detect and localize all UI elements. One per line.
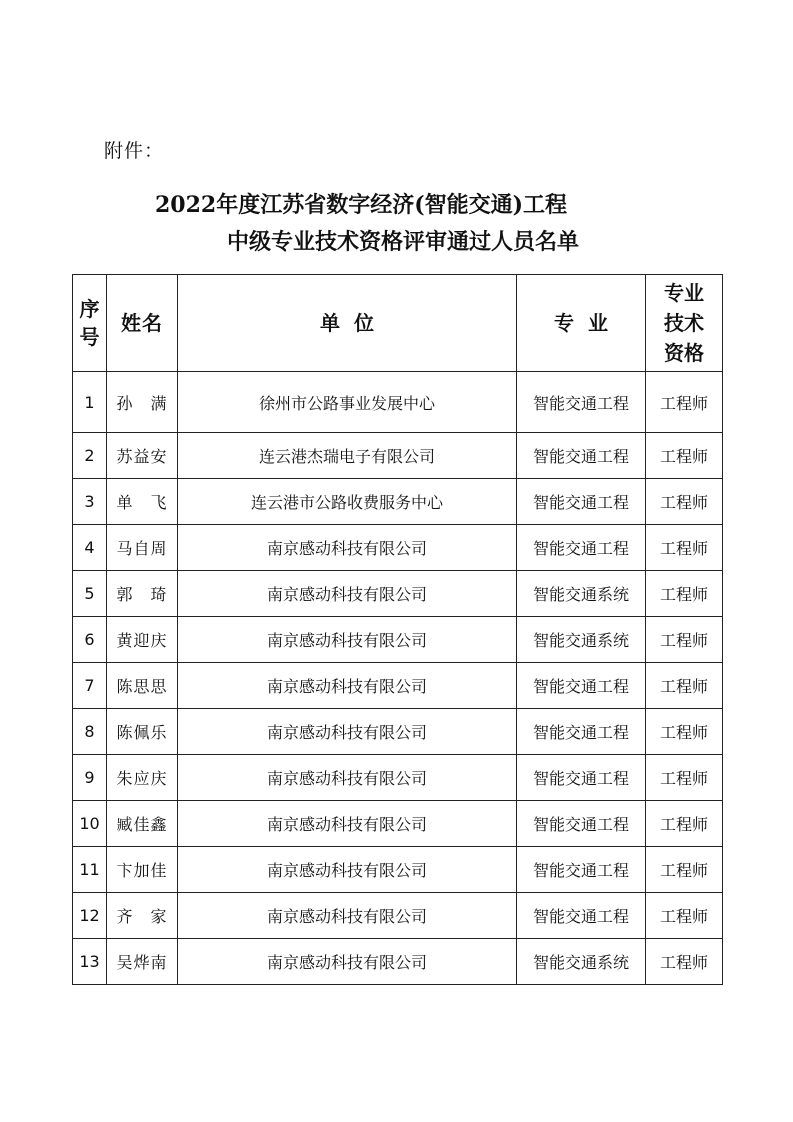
table-row: [73, 663, 723, 709]
personnel-table: [72, 274, 723, 985]
cell-seq: 5: [73, 571, 107, 617]
cell-name: 臧佳鑫: [107, 801, 178, 847]
table-row: [73, 617, 723, 663]
header-seq: 序号: [73, 275, 107, 372]
cell-major: 智能交通工程: [517, 709, 646, 755]
cell-major: 智能交通工程: [517, 479, 646, 525]
cell-qualification: 工程师: [646, 939, 723, 985]
cell-name: 陈思思: [107, 663, 178, 709]
cell-unit: 南京感动科技有限公司: [178, 571, 517, 617]
header-major: 专业: [517, 275, 646, 372]
table-row: [73, 801, 723, 847]
cell-major: 智能交通系统: [517, 617, 646, 663]
header-name: 姓名: [107, 275, 178, 372]
cell-major: 智能交通系统: [517, 571, 646, 617]
cell-unit: 南京感动科技有限公司: [178, 709, 517, 755]
cell-unit: 徐州市公路事业发展中心: [178, 372, 517, 433]
cell-unit: 连云港杰瑞电子有限公司: [178, 433, 517, 479]
table-row: [73, 709, 723, 755]
cell-name: 陈佩乐: [107, 709, 178, 755]
header-qualification: 专业技术资格: [646, 275, 723, 372]
table-row: [73, 525, 723, 571]
cell-qualification: 工程师: [646, 525, 723, 571]
cell-name: 朱应庆: [107, 755, 178, 801]
table-row: [73, 755, 723, 801]
cell-major: 智能交通工程: [517, 893, 646, 939]
cell-qualification: 工程师: [646, 479, 723, 525]
cell-unit: 南京感动科技有限公司: [178, 893, 517, 939]
cell-qualification: 工程师: [646, 755, 723, 801]
table-row: [73, 893, 723, 939]
cell-name: 齐 家: [107, 893, 178, 939]
cell-name: 单 飞: [107, 479, 178, 525]
cell-unit: 南京感动科技有限公司: [178, 525, 517, 571]
cell-major: 智能交通工程: [517, 847, 646, 893]
cell-seq: 1: [73, 372, 107, 433]
cell-unit: 南京感动科技有限公司: [178, 663, 517, 709]
table-header-row: [73, 275, 723, 372]
cell-seq: 6: [73, 617, 107, 663]
cell-unit: 南京感动科技有限公司: [178, 847, 517, 893]
cell-seq: 7: [73, 663, 107, 709]
cell-name: 黄迎庆: [107, 617, 178, 663]
cell-name: 郭 琦: [107, 571, 178, 617]
attachment-label: 附件：: [104, 140, 165, 162]
cell-name: 苏益安: [107, 433, 178, 479]
cell-major: 智能交通工程: [517, 525, 646, 571]
cell-seq: 4: [73, 525, 107, 571]
cell-unit: 南京感动科技有限公司: [178, 617, 517, 663]
table-row: [73, 479, 723, 525]
cell-qualification: 工程师: [646, 372, 723, 433]
table-row: [73, 847, 723, 893]
table-row: [73, 939, 723, 985]
cell-qualification: 工程师: [646, 847, 723, 893]
cell-qualification: 工程师: [646, 709, 723, 755]
cell-unit: 南京感动科技有限公司: [178, 755, 517, 801]
cell-qualification: 工程师: [646, 801, 723, 847]
cell-major: 智能交通工程: [517, 372, 646, 433]
cell-name: 吴烨南: [107, 939, 178, 985]
cell-seq: 11: [73, 847, 107, 893]
document-title-line-2: 中级专业技术资格评审通过人员名单: [227, 229, 580, 255]
table-row: [73, 571, 723, 617]
cell-unit: 南京感动科技有限公司: [178, 939, 517, 985]
cell-major: 智能交通工程: [517, 663, 646, 709]
cell-qualification: 工程师: [646, 893, 723, 939]
cell-seq: 2: [73, 433, 107, 479]
cell-major: 智能交通工程: [517, 755, 646, 801]
cell-major: 智能交通工程: [517, 801, 646, 847]
cell-seq: 8: [73, 709, 107, 755]
cell-major: 智能交通工程: [517, 433, 646, 479]
cell-qualification: 工程师: [646, 663, 723, 709]
table-row: [73, 372, 723, 433]
cell-seq: 9: [73, 755, 107, 801]
header-unit: 单位: [178, 275, 517, 372]
cell-seq: 13: [73, 939, 107, 985]
cell-name: 卞加佳: [107, 847, 178, 893]
cell-name: 孙 满: [107, 372, 178, 433]
cell-qualification: 工程师: [646, 571, 723, 617]
cell-major: 智能交通系统: [517, 939, 646, 985]
cell-unit: 连云港市公路收费服务中心: [178, 479, 517, 525]
cell-qualification: 工程师: [646, 617, 723, 663]
document-title-line-1: 2022年度江苏省数字经济(智能交通)工程: [155, 192, 568, 218]
cell-unit: 南京感动科技有限公司: [178, 801, 517, 847]
cell-seq: 3: [73, 479, 107, 525]
cell-name: 马自周: [107, 525, 178, 571]
table-row: [73, 433, 723, 479]
cell-seq: 10: [73, 801, 107, 847]
cell-seq: 12: [73, 893, 107, 939]
cell-qualification: 工程师: [646, 433, 723, 479]
